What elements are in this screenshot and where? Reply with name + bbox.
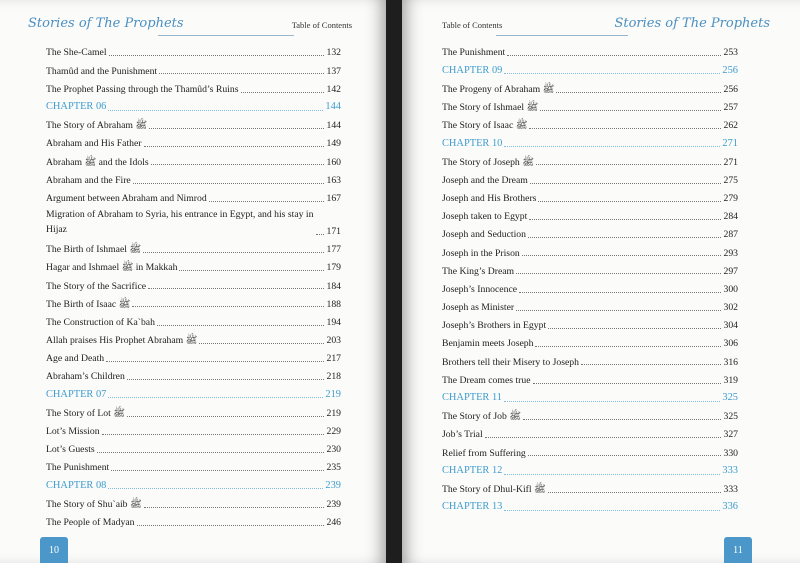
page-reference: 327 [723,429,738,441]
dot-leader [199,343,324,344]
book-gutter [386,0,402,563]
toc-entry [46,186,341,204]
toc-entry [46,309,341,327]
dot-leader [581,364,722,365]
toc-entry [442,404,738,422]
page-reference: 333 [722,465,738,477]
series-title: Stories of The Prophets [28,16,184,31]
entry-title: Joseph and His Brothers [442,192,537,204]
entry-title: The Story of Job ﷺ [442,411,521,423]
toc-entry [442,440,738,458]
toc-entry [442,204,738,222]
chapter-title: CHAPTER 11 [442,392,502,404]
entry-title: The She-Camel [46,47,107,59]
chapter-title: CHAPTER 07 [46,388,107,400]
entry-title: The Construction of Ka`bah [46,316,155,328]
page-reference: 271 [723,156,738,168]
toc-entry [46,273,341,291]
dot-leader [548,328,721,329]
entry-title: Migration of Abraham to Syria, his entrance in Egypt, and his stay in Hijaz [46,208,314,235]
dot-leader [540,110,721,111]
dot-leader [556,92,721,93]
toc-entry [442,186,738,204]
entry-title: Abraham and His Father [46,138,142,150]
page-reference: 256 [722,64,738,76]
page-reference: 144 [325,101,341,113]
toc-entry [46,419,341,437]
entry-title: Joseph’s Brothers in Egypt [442,320,547,332]
dot-leader [530,183,722,184]
toc-chapter-heading [46,382,341,400]
entry-title: The Story of Ishmael ﷺ [442,102,539,114]
page-reference: 302 [723,302,738,314]
page-reference: 203 [326,335,341,347]
toc-entry [442,349,738,367]
entry-title: Abraham’s Children [46,371,125,383]
dot-leader [157,325,325,326]
entry-title: The Birth of Isaac ﷺ [46,298,131,310]
page-reference: 256 [723,83,738,95]
toc-entry [46,255,341,273]
dot-leader [485,437,722,438]
entry-title: Age and Death [46,353,105,365]
entry-title: Hagar and Ishmael ﷺ in Makkah [46,262,178,274]
page-reference: 194 [326,316,341,328]
page-reference: 275 [723,174,738,186]
toc-entry [442,40,738,58]
series-title: Stories of The Prophets [614,16,770,31]
entry-title: Relief from Suffering [442,447,526,459]
entry-title: The Story of Joseph ﷺ [442,156,534,168]
toc-entry [46,328,341,346]
dot-leader [507,55,721,56]
dot-leader [127,416,325,417]
page-reference: 330 [723,447,738,459]
page-reference: 229 [326,426,341,438]
right-page [402,0,800,563]
entry-title: Joseph and Seduction [442,229,526,241]
toc-entry [46,167,341,185]
toc-chapter-heading [442,131,738,149]
page-reference: 239 [326,498,341,510]
toc-entry [46,491,341,509]
page-reference: 188 [326,298,341,310]
page-reference: 300 [723,283,738,295]
page-reference: 319 [723,374,738,386]
page-reference: 325 [722,392,738,404]
entry-title: Lot’s Guests [46,444,95,456]
dot-leader [132,306,324,307]
page-reference: 179 [326,262,341,274]
page-number: 10 [40,537,68,563]
page-reference: 253 [723,47,738,59]
page-reference: 132 [326,47,341,59]
dot-leader [137,525,325,526]
left-toc-list [46,40,341,528]
dot-leader [111,470,324,471]
toc-chapter-heading [442,386,738,404]
right-toc-list [442,40,738,513]
page-reference: 306 [723,338,738,350]
page-reference: 177 [326,244,341,256]
chapter-title: CHAPTER 08 [46,479,107,491]
dot-leader [523,419,721,420]
page-reference: 167 [326,192,341,204]
chapter-title: CHAPTER 12 [442,465,503,477]
dot-leader [528,455,722,456]
entry-title: Abraham and the Fire [46,174,131,186]
toc-entry [46,455,341,473]
toc-entry [442,422,738,440]
toc-chapter-heading [442,495,738,513]
toc-entry [442,295,738,313]
dot-leader [529,128,721,129]
entry-title: Joseph as Minister [442,302,515,314]
page-reference: 284 [723,211,738,223]
page-reference: 235 [326,462,341,474]
dot-leader [109,55,325,56]
toc-chapter-heading [46,473,341,491]
page-reference: 333 [723,483,738,495]
page-reference: 219 [325,388,341,400]
page-reference: 316 [723,356,738,368]
dot-leader [529,219,721,220]
toc-chapter-heading [46,95,341,113]
chapter-title: CHAPTER 10 [442,137,503,149]
dot-leader [179,270,324,271]
dot-leader [519,292,721,293]
page-reference: 137 [326,65,341,77]
dot-leader [316,234,324,235]
page-reference: 218 [326,371,341,383]
dot-leader [535,346,721,347]
page-number: 11 [724,537,752,563]
dot-leader [504,73,720,74]
dot-leader [108,488,323,489]
toc-entry [46,346,341,364]
dot-leader [151,164,325,165]
toc-entry [46,113,341,131]
dot-leader [97,452,325,453]
entry-title: The Story of the Sacrifice [46,280,147,292]
page-reference: 184 [326,280,341,292]
page-reference: 287 [723,229,738,241]
dot-leader [127,379,325,380]
dot-leader [102,434,325,435]
page-reference: 257 [723,102,738,114]
dot-leader [528,237,722,238]
page-reference: 262 [723,120,738,132]
page-reference: 142 [326,83,341,95]
dot-leader [548,492,722,493]
dot-leader [533,383,722,384]
entry-title: The Birth of Ishmael ﷺ [46,244,142,256]
page-reference: 271 [722,137,738,149]
left-page [0,0,386,563]
toc-entry [46,291,341,309]
dot-leader [536,164,722,165]
toc-entry [442,95,738,113]
entry-title: Allah praises His Prophet Abraham ﷺ [46,335,198,347]
dot-leader [504,401,720,402]
chapter-title: CHAPTER 13 [442,501,503,513]
dot-leader [159,73,324,74]
entry-title: Lot’s Mission [46,426,100,438]
dot-leader [241,92,325,93]
toc-entry [442,149,738,167]
toc-entry [442,367,738,385]
page-reference: 246 [326,516,341,528]
dot-leader [144,507,325,508]
entry-title: The Progeny of Abraham ﷺ [442,83,555,95]
dot-leader [144,146,325,147]
entry-title: The Story of Isaac ﷺ [442,120,528,132]
page-reference: 279 [723,192,738,204]
page-reference: 230 [326,444,341,456]
toc-entry [442,113,738,131]
toc-entry [442,240,738,258]
toc-entry [442,258,738,276]
entry-title: Joseph’s Innocence [442,283,518,295]
dot-leader [504,510,720,511]
toc-chapter-heading [442,458,738,476]
entry-title: The King’s Dream [442,265,515,277]
toc-entry [46,510,341,528]
entry-title: The Punishment [442,47,506,59]
page-reference: 149 [326,138,341,150]
toc-entry [442,313,738,331]
toc-entry [46,131,341,149]
dot-leader [516,273,721,274]
entry-title: The Story of Abraham ﷺ [46,120,148,132]
dot-leader [504,474,720,475]
page-reference: 171 [326,225,341,237]
entry-title: Joseph and the Dream [442,174,528,186]
dot-leader [516,310,721,311]
page-reference: 144 [326,120,341,132]
section-title: Table of Contents [291,20,352,30]
header-rule [496,35,628,36]
entry-title: The People of Madyan [46,516,135,528]
chapter-title: CHAPTER 09 [442,64,503,76]
entry-title: The Story of Shu`aib ﷺ [46,498,142,510]
dot-leader [149,128,324,129]
entry-title: Brothers tell their Misery to Joseph [442,356,579,368]
entry-title: Benjamin meets Joseph [442,338,534,350]
toc-entry [46,364,341,382]
toc-entry [46,76,341,94]
toc-entry [442,76,738,94]
dot-leader [108,110,323,111]
toc-entry [442,477,738,495]
page-reference: 336 [722,501,738,513]
page-reference: 304 [723,320,738,332]
dot-leader [106,361,324,362]
entry-title: The Prophet Passing through the Thamûd’s Ruins [46,83,239,95]
dot-leader [538,201,721,202]
toc-entry [442,222,738,240]
entry-title: The Story of Dhul-Kifl ﷺ [442,483,546,495]
page-reference: 239 [325,479,341,491]
header-rule [158,35,294,36]
toc-entry [442,167,738,185]
entry-title: Joseph taken to Egypt [442,211,528,223]
chapter-title: CHAPTER 06 [46,101,107,113]
dot-leader [209,201,325,202]
entry-title: Abraham ﷺ and the Idols [46,156,149,168]
toc-entry [46,40,341,58]
dot-leader [148,288,324,289]
toc-chapter-heading [442,58,738,76]
page-reference: 293 [723,247,738,259]
dot-leader [133,183,325,184]
dot-leader [504,146,720,147]
page-reference: 163 [326,174,341,186]
toc-entry [46,237,341,255]
page-reference: 297 [723,265,738,277]
dot-leader [143,252,324,253]
page-reference: 219 [326,407,341,419]
toc-entry [46,400,341,418]
right-page-header [442,16,770,38]
entry-title: Job’s Trial [442,429,483,441]
entry-title: Argument between Abraham and Nimrod [46,192,207,204]
toc-entry [442,276,738,294]
section-title: Table of Contents [442,20,503,30]
entry-title: The Punishment [46,462,110,474]
entry-title: Joseph in the Prison [442,247,520,259]
page-reference: 217 [326,353,341,365]
toc-entry [442,331,738,349]
entry-title: The Story of Lot ﷺ [46,407,125,419]
toc-entry [46,149,341,167]
dot-leader [522,255,722,256]
left-page-header [28,16,352,38]
toc-entry [46,204,341,237]
entry-title: Thamûd and the Punishment [46,65,158,77]
toc-entry [46,437,341,455]
toc-entry [46,58,341,76]
entry-title: The Dream comes true [442,374,531,386]
page-reference: 325 [723,411,738,423]
page-reference: 160 [326,156,341,168]
dot-leader [108,397,323,398]
